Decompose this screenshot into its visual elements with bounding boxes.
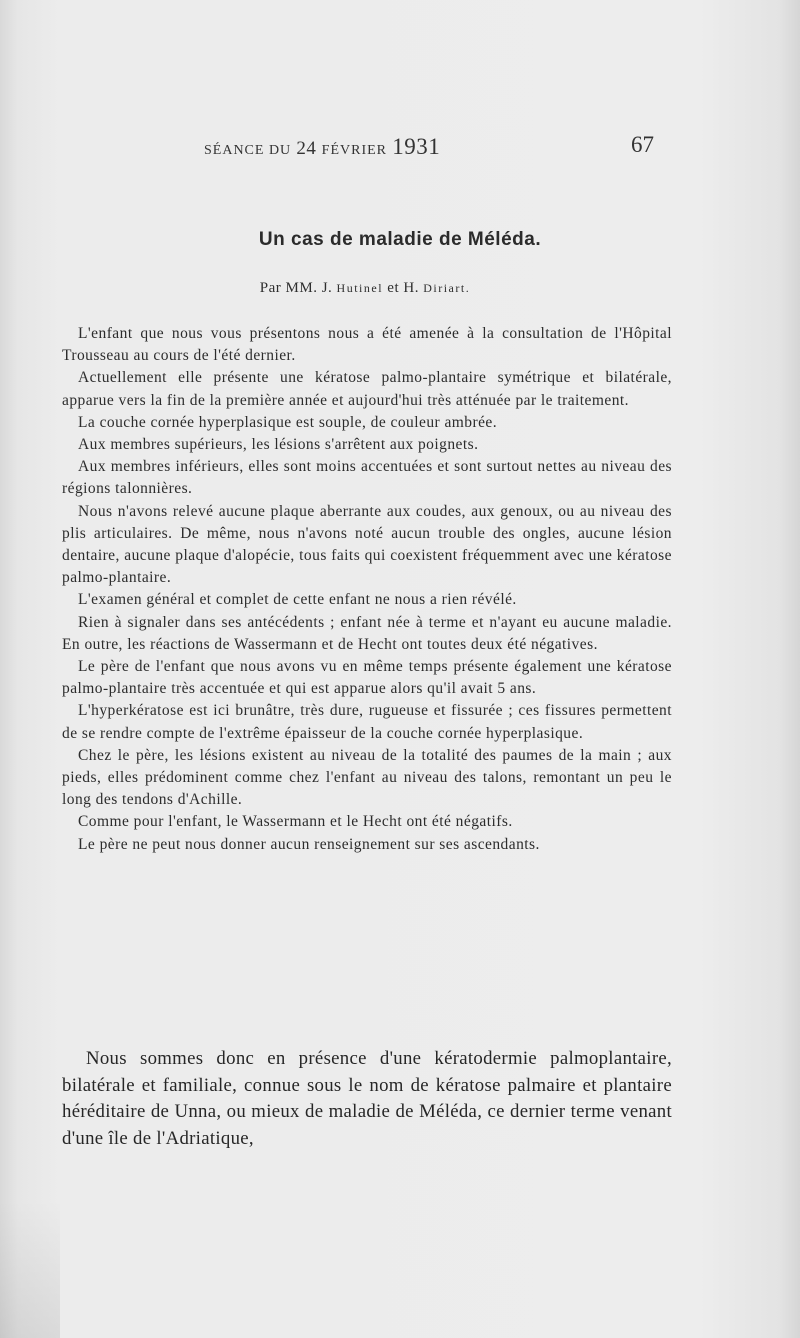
conclusion-paragraph: Nous sommes donc en présence d'une kératodermie palmoplantaire, bilatérale et familiale, connue sous le nom de kératose palmaire et plantaire héréditaire de Unna, ou mieux de maladie de Méléda, ce dernier terme venant d'une île de l'Adriatique, [62, 1048, 672, 1149]
body-paragraph: La couche cornée hyperplasique est souple, de couleur ambrée. [78, 413, 498, 431]
running-head-month: FÉVRIER [321, 143, 388, 158]
body-paragraph: L'hyperkératose est ici brunâtre, très dure, rugueuse et fissurée ; ces fissures permettent de se rendre compte de l'extrême épaisseur de la couche cornée hyperplasique. [62, 702, 672, 742]
authors-prefix: Par MM. J. [259, 280, 333, 296]
conclusion-section [62, 1046, 672, 1152]
running-head-caps: SÉANCE DU [204, 143, 292, 158]
article-body [62, 323, 672, 856]
body-paragraph: Actuellement elle présente une kératose palmo-plantaire symétrique et bilatérale, apparue vers la fin de la première année et aujourd'hui très atténuée par le traitement. [62, 369, 672, 409]
running-head-day: 24 [296, 138, 317, 159]
body-paragraph: Nous n'avons relevé aucune plaque aberrante aux coudes, aux genoux, ou au niveau des plis articulaires. De même, nous n'avons noté aucun trouble des ongles, aucune lésion dentaire, aucune plaque d'alopécie, tous faits qui coexistent fréquemment avec une kératose palmo-plantaire. [62, 502, 672, 587]
authors-join: et H. [387, 280, 419, 296]
body-paragraph: Aux membres inférieurs, elles sont moins accentuées et sont surtout nettes au niveau des régions talonnières. [62, 458, 672, 498]
author-1-name: Hutinel [336, 281, 384, 295]
body-paragraph: Rien à signaler dans ses antécédents ; enfant née à terme et n'ayant eu aucune maladie. En outre, les réactions de Wassermann et de Hecht ont toutes deux été négatives. [62, 613, 672, 653]
page-number: 67 [631, 132, 654, 157]
body-paragraph: Aux membres supérieurs, les lésions s'arrêtent aux poignets. [78, 436, 479, 454]
body-paragraph: L'examen général et complet de cette enfant ne nous a rien révélé. [78, 591, 517, 609]
article-title: Un cas de maladie de Méléda. [258, 229, 542, 250]
running-head-year: 1931 [392, 134, 441, 159]
body-paragraph: Le père de l'enfant que nous avons vu en même temps présente également une kératose palmo-plantaire très accentuée et qui est apparue alors qu'il avait 5 ans. [62, 658, 672, 698]
article-authors [0, 280, 730, 297]
author-2-name: Diriart. [423, 281, 471, 295]
page-edge-shadow [0, 1200, 60, 1338]
body-paragraph: Comme pour l'enfant, le Wassermann et le Hecht ont été négatifs. [78, 813, 513, 831]
page-header [0, 132, 800, 162]
body-paragraph: L'enfant que nous vous présentons nous a été amenée à la consultation de l'Hôpital Trousseau au cours de l'été dernier. [62, 325, 672, 365]
body-paragraph: Chez le père, les lésions existent au niveau de la totalité des paumes de la main ; aux pieds, elles prédominent comme chez l'enfant au niveau des talons, remontant un peu le long des tendons d'Achille. [62, 746, 672, 809]
body-paragraph: Le père ne peut nous donner aucun renseignement sur ses ascendants. [78, 835, 540, 853]
running-head [204, 134, 440, 160]
